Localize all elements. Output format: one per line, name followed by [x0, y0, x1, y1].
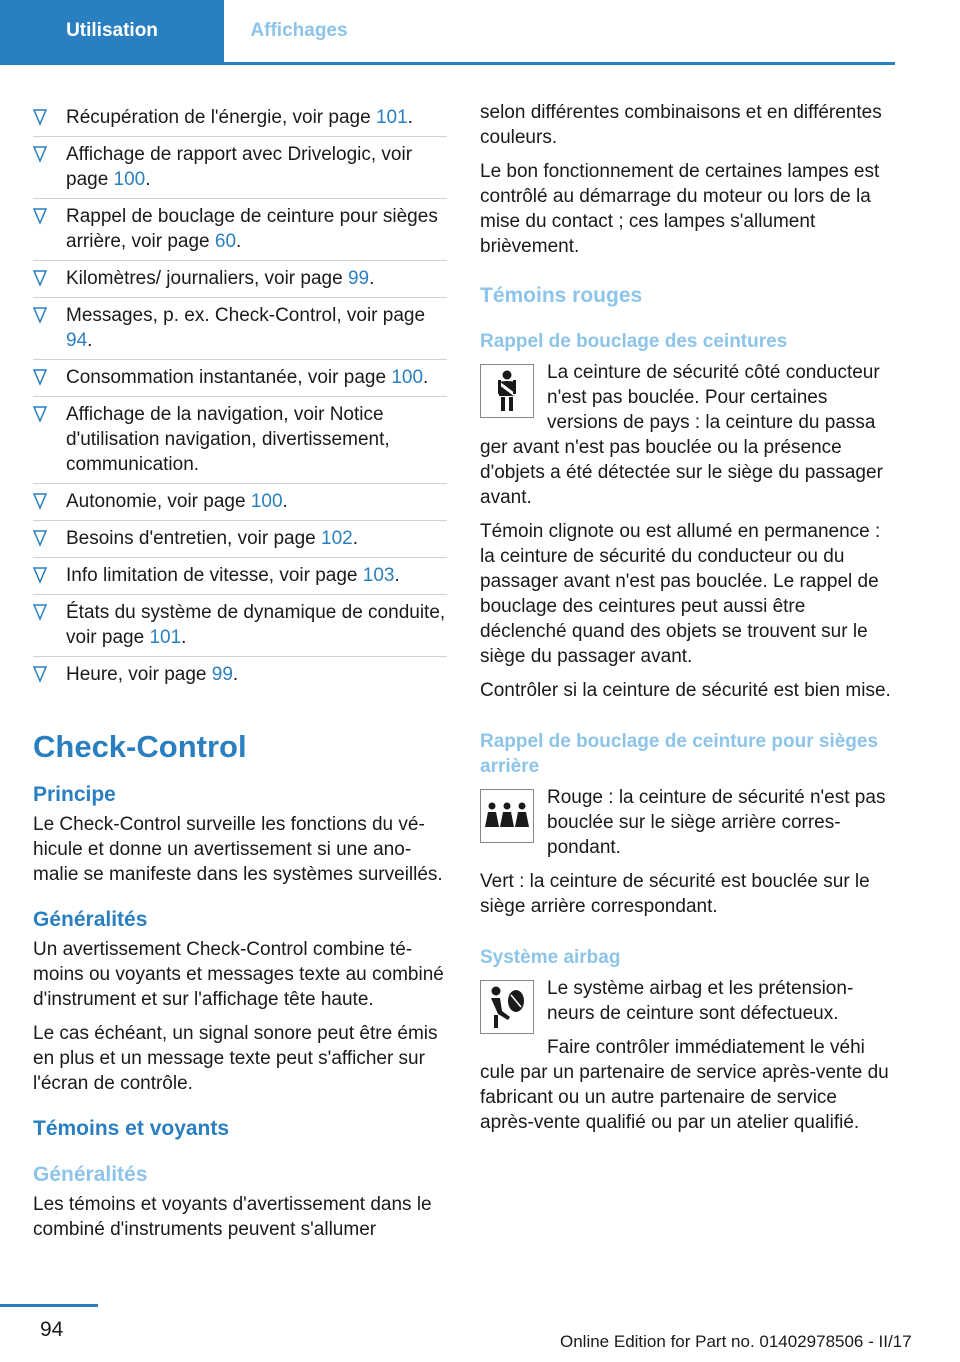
generalites-heading: Généralités	[33, 908, 148, 931]
list-item-text: Heure, voir page	[66, 664, 212, 685]
principe-text: Le Check-Control surveille les fonctions du véhicule et donne un avertissement si une anomalie se manifeste dans les systèmes surveillés.	[33, 814, 443, 885]
list-item-text: Affichage de la navigation, voir Notice d'utilisation navigation, divertissement, communication.	[66, 404, 390, 475]
page-link[interactable]: 99	[211, 664, 233, 685]
right-column	[480, 100, 894, 1144]
airbag-paragraph-1: Le système airbag et les prétensionneurs de ceinture sont défectueux.	[547, 978, 854, 1024]
list-item-suffix: .	[87, 330, 93, 351]
list-item	[33, 521, 447, 558]
list-item	[33, 100, 447, 137]
page-link[interactable]: 103	[362, 565, 395, 586]
list-item	[33, 360, 447, 397]
list-item-suffix: .	[232, 664, 239, 685]
tab-utilisation[interactable]: Utilisation	[0, 0, 224, 62]
list-item-suffix: .	[181, 627, 187, 648]
list-item	[33, 484, 447, 521]
list-item	[33, 137, 447, 199]
footer-rule	[0, 1304, 98, 1307]
airbag-heading: Système airbag	[480, 947, 621, 968]
list-item-suffix: .	[407, 107, 413, 128]
generalites-subtext: Les témoins et voyants d'avertissement dans le combiné d'instruments peuvent s'allumer	[33, 1194, 432, 1240]
list-item	[33, 397, 447, 484]
triangle-bullet-icon	[33, 603, 47, 621]
triangle-bullet-icon	[33, 207, 47, 225]
page-link[interactable]: 94	[66, 330, 88, 351]
rear-belt-heading: Rappel de bouclage de ceinture pour sièges arrière	[480, 731, 879, 777]
list-item	[33, 199, 447, 261]
triangle-bullet-icon	[33, 108, 47, 126]
list-item-text: Autonomie, voir page	[66, 491, 251, 512]
temoins-rouges-heading: Témoins rouges	[480, 284, 643, 307]
list-item-suffix: .	[394, 565, 400, 586]
list-item-suffix: .	[352, 528, 358, 549]
triangle-bullet-icon	[33, 529, 47, 547]
page-link[interactable]: 101	[375, 107, 408, 128]
rear-belt-warning-block	[480, 785, 894, 860]
belt-paragraph-1b: ger avant n'est pas bouclée ou la présence d'objets a été détectée sur le siège du passager avant.	[480, 437, 883, 508]
list-item-suffix: .	[423, 367, 429, 388]
list-item-text: Info limitation de vitesse, voir page	[66, 565, 363, 586]
rear-paragraph-2: Vert : la ceinture de sécurité est bouclée sur le siège arrière correspondant.	[480, 871, 870, 917]
triangle-bullet-icon	[33, 145, 47, 163]
list-item-suffix: .	[145, 169, 151, 190]
generalites-paragraph-1: Un avertissement Check-Control combine témoins ou voyants et messages texte au combiné d'instrument et sur l'affichage tête haute.	[33, 939, 444, 1010]
tab-affichages[interactable]: Affichages	[250, 20, 348, 41]
list-item-suffix: .	[369, 268, 375, 289]
generalites-subheading: Généralités	[33, 1163, 148, 1186]
right-paragraph-2: Le bon fonctionnement de certaines lampes est contrôlé au démarrage du moteur ou lors de la mise du contact ; ces lampes s'allument brièvement.	[480, 161, 880, 257]
page-link[interactable]: 100	[113, 169, 146, 190]
list-item-text: États du système de dynamique de conduite, voir page	[66, 602, 446, 648]
chapter-header	[0, 0, 895, 65]
seatbelt-warning-icon	[480, 364, 534, 418]
list-item-text: Messages, p. ex. Check-Control, voir page	[66, 305, 426, 326]
temoins-heading: Témoins et voyants	[33, 1117, 230, 1140]
triangle-bullet-icon	[33, 306, 47, 324]
belt-reminder-heading: Rappel de bouclage des ceintures	[480, 331, 788, 352]
airbag-paragraph-2b: cule par un partenaire de service après-vente du fabricant ou un autre partenaire de service après-vente qualifié ou par un atelier qualifié.	[480, 1062, 889, 1133]
left-column	[33, 100, 447, 1251]
triangle-bullet-icon	[33, 368, 47, 386]
triangle-bullet-icon	[33, 269, 47, 287]
belt-paragraph-1a: La ceinture de sécurité côté conducteur n'est pas bouclée. Pour certaines versions de pays : la ceinture du passa	[547, 362, 880, 433]
airbag-warning-icon	[480, 980, 534, 1034]
list-item-text: Rappel de bouclage de ceinture pour sièges arrière, voir page	[66, 206, 438, 252]
list-item	[33, 558, 447, 595]
belt-paragraph-2: Témoin clignote ou est allumé en permanence : la ceinture de sécurité du conducteur ou du passager avant n'est pas bouclée. Le rappel de bouclage des ceintures peut aussi être déclenché quand des objets se trouvent sur le siège du passager avant.	[480, 521, 881, 667]
principe-heading: Principe	[33, 783, 116, 806]
airbag-paragraph-2a: Faire contrôler immédiatement le véhi	[547, 1037, 865, 1058]
generalites-paragraph-2: Le cas échéant, un signal sonore peut être émis en plus et un message texte peut s'afficher sur l'écran de contrôle.	[33, 1023, 438, 1094]
list-item-text: Besoins d'entretien, voir page	[66, 528, 322, 549]
triangle-bullet-icon	[33, 492, 47, 510]
rear-paragraph-1: Rouge : la ceinture de sécurité n'est pas bouclée sur le siège arrière correspondant.	[547, 787, 886, 858]
triangle-bullet-icon	[33, 566, 47, 584]
list-item-text: Récupération de l'énergie, voir page	[66, 107, 376, 128]
page-link[interactable]: 100	[391, 367, 424, 388]
list-item-suffix: .	[236, 231, 242, 252]
list-item	[33, 261, 447, 298]
list-item	[33, 298, 447, 360]
belt-warning-block	[480, 360, 894, 510]
list-item-text: Consommation instantanée, voir page	[66, 367, 392, 388]
display-items-list	[33, 100, 447, 693]
triangle-bullet-icon	[33, 665, 47, 683]
page-link[interactable]: 102	[321, 528, 353, 549]
page-link[interactable]: 100	[250, 491, 283, 512]
section-title: Check-Control	[33, 729, 247, 764]
right-paragraph-1: selon différentes combinaisons et en différentes couleurs.	[480, 102, 882, 148]
rear-seatbelt-icon	[480, 789, 534, 843]
page-link[interactable]: 101	[149, 627, 182, 648]
triangle-bullet-icon	[33, 405, 47, 423]
list-item-text: Kilomètres/ journaliers, voir page	[66, 268, 348, 289]
list-item	[33, 657, 447, 693]
page-link[interactable]: 60	[214, 231, 237, 252]
airbag-warning-block	[480, 976, 894, 1135]
belt-paragraph-3: Contrôler si la ceinture de sécurité est bien mise.	[480, 680, 891, 701]
page-link[interactable]: 99	[347, 268, 370, 289]
edition-note: Online Edition for Part no. 01402978506 - II/17	[560, 1332, 912, 1351]
list-item-suffix: .	[282, 491, 288, 512]
page-number: 94	[40, 1318, 64, 1341]
list-item-text: Affichage de rapport avec Drivelogic, voir page	[66, 144, 413, 190]
list-item	[33, 595, 447, 657]
